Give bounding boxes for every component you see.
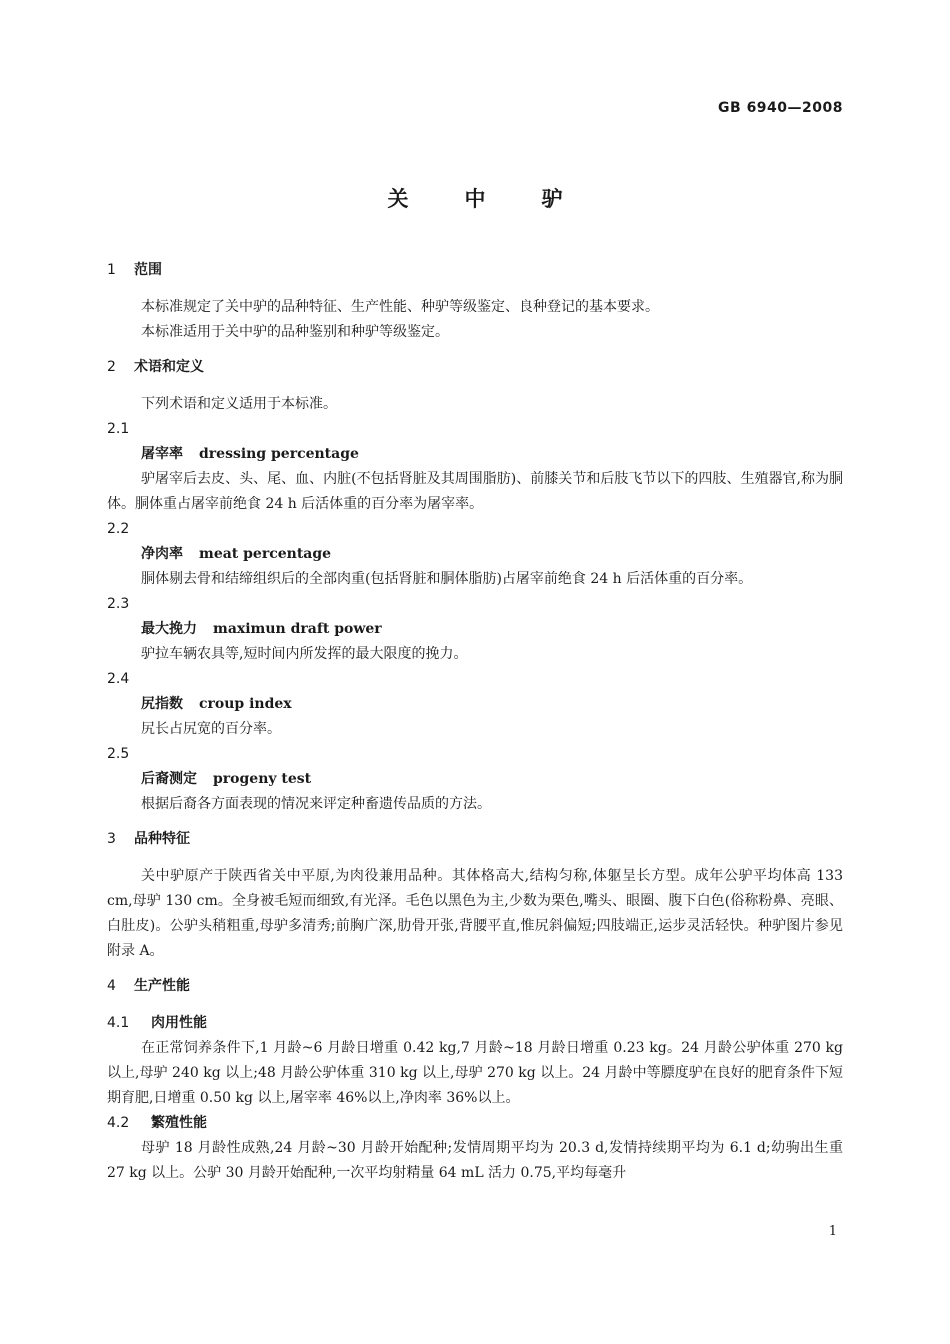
term-entry — [141, 692, 843, 717]
section-title: 范围 — [134, 262, 162, 278]
subsection-title: 肉用性能 — [151, 1015, 207, 1031]
subsection-heading — [107, 1011, 843, 1036]
term-entry — [141, 767, 843, 792]
paragraph: 在正常饲养条件下,1 月龄~6 月龄日增重 0.42 kg,7 月龄~18 月龄日增重 0.23 kg。24 月龄公驴体重 270 kg 以上,母驴 240 kg 以上;48 月龄公驴体重 310 kg 以上,母驴 270 kg 以上。24 月龄中等膘度驴在良好的肥育条件下短期育肥,日增重 0.50 kg 以上,屠宰率 46%以上,净肉率 36%以上。 — [107, 1040, 843, 1106]
term-definition: 尻长占尻宽的百分率。 — [141, 721, 281, 737]
title-char: 驴 — [541, 187, 563, 211]
paragraph: 本标准规定了关中驴的品种特征、生产性能、种驴等级鉴定、良种登记的基本要求。 — [141, 299, 659, 315]
term-zh: 屠宰率 — [141, 446, 183, 462]
subsection-number: 4.2 — [107, 1115, 130, 1131]
term-en: croup index — [199, 696, 292, 712]
section-number: 4 — [107, 978, 116, 994]
term-zh: 后裔测定 — [141, 771, 197, 787]
paragraph: 下列术语和定义适用于本标准。 — [141, 396, 337, 412]
term-zh: 最大挽力 — [141, 621, 197, 637]
term-definition: 根据后裔各方面表现的情况来评定种畜遗传品质的方法。 — [141, 796, 491, 812]
term-zh: 尻指数 — [141, 696, 183, 712]
term-en: maximun draft power — [213, 621, 382, 637]
term-definition: 驴拉车辆农具等,短时间内所发挥的最大限度的挽力。 — [141, 646, 468, 662]
section-heading-scope — [107, 258, 843, 283]
term-entry — [141, 542, 843, 567]
clause-number: 2.3 — [107, 596, 130, 612]
section-heading-characteristics — [107, 827, 843, 852]
subsection-title: 繁殖性能 — [151, 1115, 207, 1131]
section-number: 1 — [107, 262, 116, 278]
paragraph: 母驴 18 月龄性成熟,24 月龄~30 月龄开始配种;发情周期平均为 20.3 d,发情持续期平均为 6.1 d;幼驹出生重 27 kg 以上。公驴 30 月龄开始配种,一次平均射精量 64 mL 活力 0.75,平均每毫升 — [107, 1140, 843, 1181]
term-entry — [141, 617, 843, 642]
paragraph: 关中驴原产于陕西省关中平原,为肉役兼用品种。其体格高大,结构匀称,体躯呈长方型。成年公驴平均体高 133 cm,母驴 130 cm。全身被毛短而细致,有光泽。毛色以黑色为主,少数为栗色,嘴头、眼圈、腹下白色(俗称粉鼻、亮眼、白肚皮)。公驴头稍粗重,母驴多清秀;前胸广深,肋骨开张,背腰平直,惟尻斜偏短;四肢端正,运步灵活轻快。种驴图片参见附录 A。 — [107, 868, 843, 959]
clause-number: 2.1 — [107, 421, 130, 437]
section-heading-terms — [107, 355, 843, 380]
section-title: 生产性能 — [134, 978, 190, 994]
subsection-heading — [107, 1111, 843, 1136]
title-char: 中 — [464, 187, 486, 211]
paragraph: 本标准适用于关中驴的品种鉴别和种驴等级鉴定。 — [141, 324, 449, 340]
section-title: 品种特征 — [134, 831, 190, 847]
clause-number: 2.5 — [107, 746, 130, 762]
subsection-number: 4.1 — [107, 1015, 130, 1031]
section-number: 2 — [107, 359, 116, 375]
page-number: 1 — [828, 1224, 837, 1239]
clause-number: 2.4 — [107, 671, 130, 687]
term-zh: 净肉率 — [141, 546, 183, 562]
term-definition: 胴体剔去骨和结缔组织后的全部肉重(包括肾脏和胴体脂肪)占屠宰前绝食 24 h 后活体重的百分率。 — [141, 571, 753, 587]
title-char: 关 — [387, 187, 409, 211]
standard-code: GB 6940—2008 — [718, 100, 843, 116]
term-en: progeny test — [213, 771, 312, 787]
document-body — [107, 258, 843, 1186]
term-en: meat percentage — [199, 546, 332, 562]
term-entry — [141, 442, 843, 467]
clause-number: 2.2 — [107, 521, 130, 537]
page-title — [0, 183, 950, 213]
section-heading-performance — [107, 974, 843, 999]
section-number: 3 — [107, 831, 116, 847]
term-en: dressing percentage — [199, 446, 359, 462]
section-title: 术语和定义 — [134, 359, 204, 375]
term-definition: 驴屠宰后去皮、头、尾、血、内脏(不包括肾脏及其周围脂肪)、前膝关节和后肢飞节以下的四肢、生殖器官,称为胴体。胴体重占屠宰前绝食 24 h 后活体重的百分率为屠宰率。 — [107, 471, 843, 512]
